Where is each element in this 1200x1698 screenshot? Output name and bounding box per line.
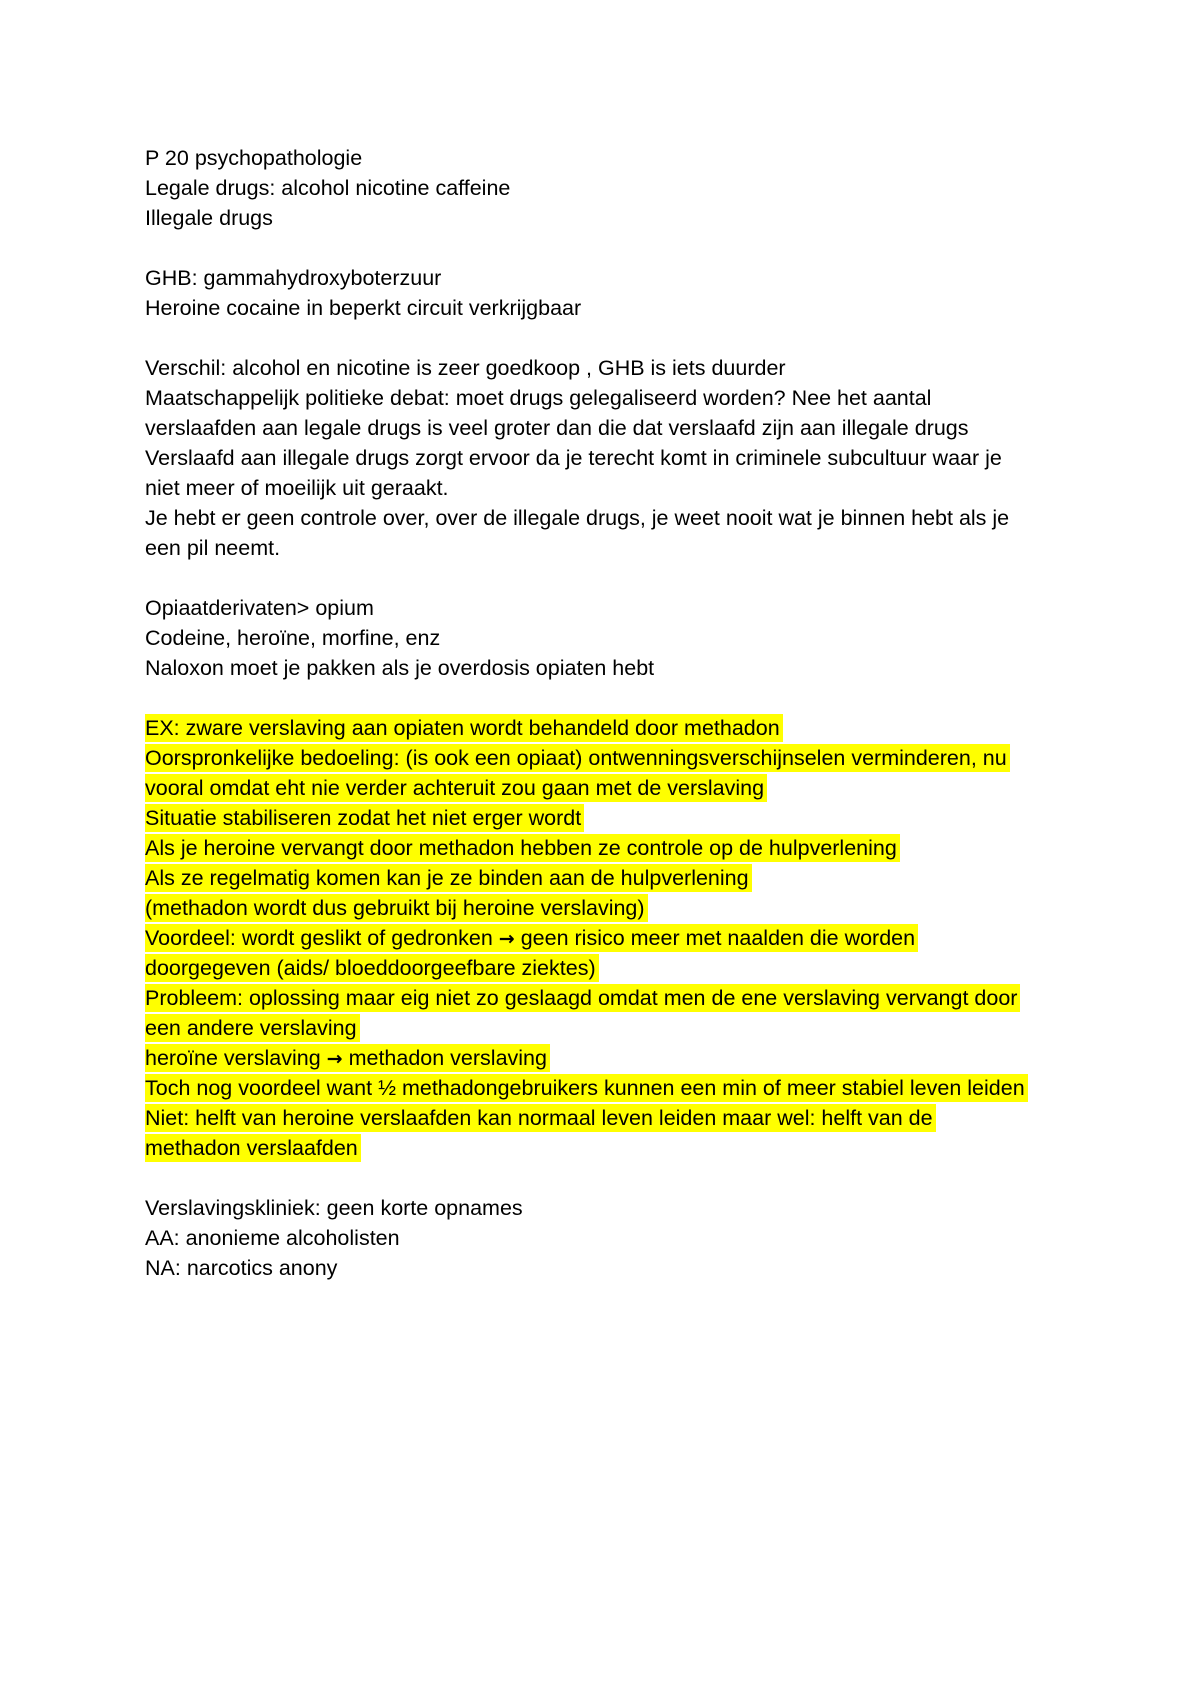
text-line: Verslavingskliniek: geen korte opnames xyxy=(145,1196,523,1220)
text-segment: geen risico meer met naalden die worden xyxy=(520,926,916,950)
arrow-right-icon: → xyxy=(326,1048,343,1070)
text-line: Maatschappelijk politieke debat: moet drugs gelegaliseerd worden? Nee het aantal xyxy=(145,386,932,410)
text-segment: methadon verslaving xyxy=(348,1046,547,1070)
blank-line xyxy=(145,683,1075,713)
blank-line xyxy=(145,563,1075,593)
text-line: Heroine cocaine in beperkt circuit verkrijgbaar xyxy=(145,296,582,320)
highlighted-text-line: Als ze regelmatig komen kan je ze binden aan de hulpverlening xyxy=(145,864,752,892)
highlighted-text-line: Als je heroine vervangt door methadon hebben ze controle op de hulpverlening xyxy=(145,834,900,862)
highlighted-text-line: Oorspronkelijke bedoeling: (is ook een opiaat) ontwenningsverschijnselen verminderen, nu xyxy=(145,744,1010,772)
text-line: Legale drugs: alcohol nicotine caffeine xyxy=(145,176,511,200)
text-segment: Voordeel: wordt geslikt of gedronken xyxy=(145,926,493,950)
document-body xyxy=(145,143,1075,1283)
highlighted-text-line: EX: zware verslaving aan opiaten wordt behandeld door methadon xyxy=(145,714,783,742)
highlighted-text-line: Probleem: oplossing maar eig niet zo geslaagd omdat men de ene verslaving vervangt door xyxy=(145,984,1020,1012)
text-line: een pil neemt. xyxy=(145,536,281,560)
highlighted-text-line: vooral omdat eht nie verder achteruit zou gaan met de verslaving xyxy=(145,774,767,802)
text-line: NA: narcotics anony xyxy=(145,1256,338,1280)
highlighted-text-line xyxy=(145,1044,550,1072)
text-line: verslaafden aan legale drugs is veel groter dan die dat verslaafd zijn aan illegale drugs xyxy=(145,416,969,440)
blank-line xyxy=(145,233,1075,263)
highlighted-text-line: doorgegeven (aids/ bloeddoorgeefbare ziektes) xyxy=(145,954,599,982)
blank-line xyxy=(145,323,1075,353)
text-segment: heroïne verslaving xyxy=(145,1046,321,1070)
text-line: Illegale drugs xyxy=(145,206,273,230)
text-line: Verschil: alcohol en nicotine is zeer goedkoop , GHB is iets duurder xyxy=(145,356,786,380)
highlighted-text-line: methadon verslaafden xyxy=(145,1134,361,1162)
text-line: Verslaafd aan illegale drugs zorgt ervoor da je terecht komt in criminele subcultuur waar je xyxy=(145,446,1002,470)
document-title: P 20 psychopathologie xyxy=(145,146,363,170)
text-line: Je hebt er geen controle over, over de illegale drugs, je weet nooit wat je binnen hebt als je xyxy=(145,506,1010,530)
text-line: Naloxon moet je pakken als je overdosis opiaten hebt xyxy=(145,656,655,680)
arrow-right-icon: → xyxy=(498,928,515,950)
highlighted-text-line: Situatie stabiliseren zodat het niet erger wordt xyxy=(145,804,584,832)
highlighted-text-line xyxy=(145,924,918,952)
text-line: Opiaatderivaten> opium xyxy=(145,596,374,620)
highlighted-text-line: Toch nog voordeel want ½ methadongebruikers kunnen een min of meer stabiel leven leiden xyxy=(145,1074,1028,1102)
blank-line xyxy=(145,1163,1075,1193)
highlighted-text-line: een andere verslaving xyxy=(145,1014,360,1042)
text-line: Codeine, heroïne, morfine, enz xyxy=(145,626,441,650)
text-line: niet meer of moeilijk uit geraakt. xyxy=(145,476,449,500)
highlighted-section xyxy=(145,713,1075,1163)
text-line: GHB: gammahydroxyboterzuur xyxy=(145,266,442,290)
highlighted-text-line: (methadon wordt dus gebruikt bij heroine verslaving) xyxy=(145,894,648,922)
highlighted-text-line: Niet: helft van heroine verslaafden kan normaal leven leiden maar wel: helft van de xyxy=(145,1104,936,1132)
text-line: AA: anonieme alcoholisten xyxy=(145,1226,400,1250)
